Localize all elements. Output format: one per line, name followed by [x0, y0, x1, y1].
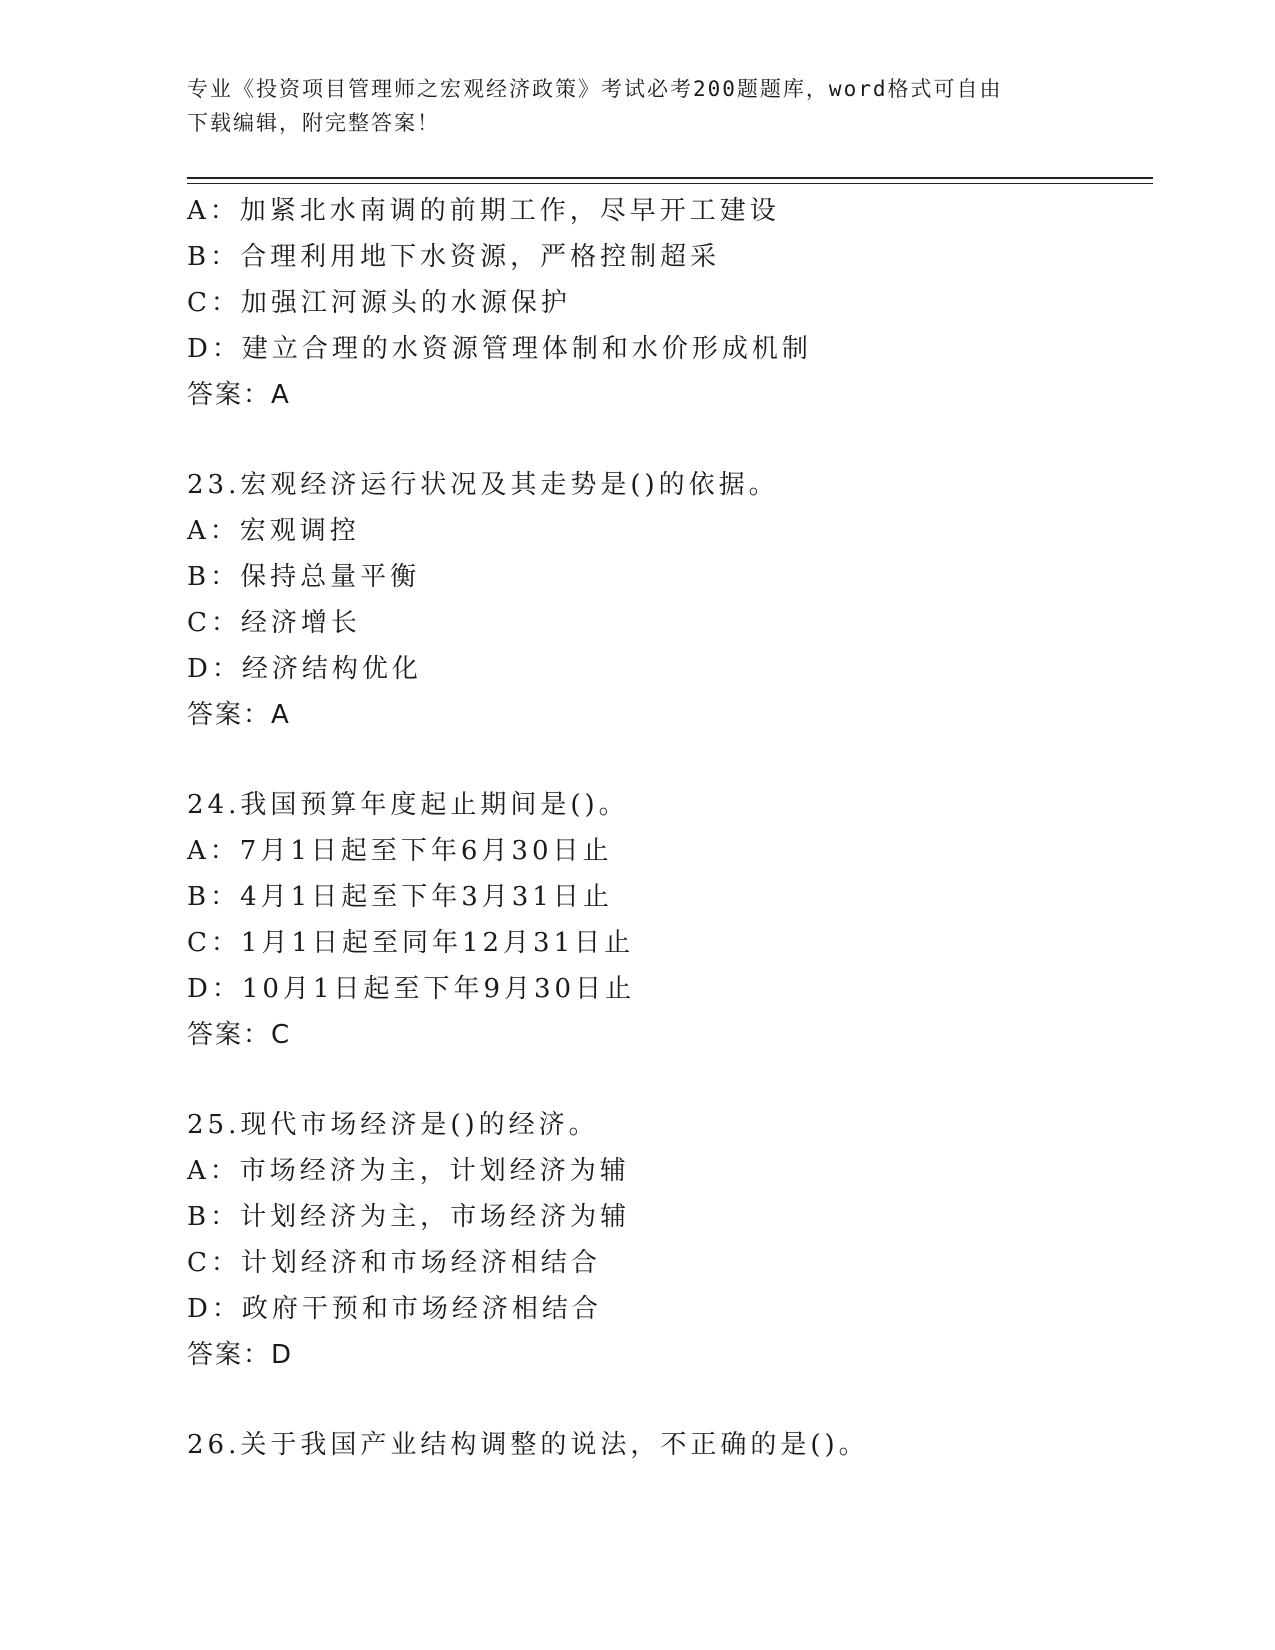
spacer	[187, 1378, 1147, 1422]
option-d: D：建立合理的水资源管理体制和水价形成机制	[187, 334, 812, 364]
document-header	[187, 72, 1067, 140]
answer-line: 答案：C	[187, 1020, 292, 1050]
question-block-24	[187, 782, 1147, 1058]
header-line-2: 下载编辑，附完整答案！	[187, 111, 440, 135]
question-text: 25.现代市场经济是()的经济。	[187, 1110, 599, 1140]
header-line-1: 专业《投资项目管理师之宏观经济政策》考试必考200题题库，word格式可自由	[187, 77, 1003, 101]
option-d: D：10月1日起至下年9月30日止	[187, 974, 636, 1004]
option-b: B：保持总量平衡	[187, 562, 421, 592]
option-a: A：7月1日起至下年6月30日止	[187, 836, 613, 866]
question-block-22	[187, 188, 1147, 418]
option-a: A：加紧北水南调的前期工作，尽早开工建设	[187, 196, 780, 226]
option-c: C：经济增长	[187, 608, 361, 638]
question-block-25	[187, 1102, 1147, 1378]
question-text: 26.关于我国产业结构调整的说法，不正确的是()。	[187, 1430, 869, 1460]
question-block-23	[187, 462, 1147, 738]
spacer	[187, 418, 1147, 462]
option-c: C：1月1日起至同年12月31日止	[187, 928, 635, 958]
answer-line: 答案：D	[187, 1340, 294, 1370]
option-c: C：计划经济和市场经济相结合	[187, 1248, 601, 1278]
question-text: 24.我国预算年度起止期间是()。	[187, 790, 629, 820]
option-c: C：加强江河源头的水源保护	[187, 288, 571, 318]
header-divider-thin	[187, 183, 1153, 184]
option-b: B：合理利用地下水资源，严格控制超采	[187, 242, 721, 272]
spacer	[187, 1058, 1147, 1102]
option-d: D：经济结构优化	[187, 654, 422, 684]
option-a: A：宏观调控	[187, 516, 360, 546]
option-b: B：计划经济为主，市场经济为辅	[187, 1202, 631, 1232]
option-b: B：4月1日起至下年3月31日止	[187, 882, 613, 912]
question-list	[187, 188, 1147, 1468]
answer-line: 答案：A	[187, 380, 291, 410]
question-text: 23.宏观经济运行状况及其走势是()的依据。	[187, 470, 779, 500]
header-divider-thick	[187, 177, 1153, 179]
question-block-26	[187, 1422, 1147, 1468]
option-a: A：市场经济为主，计划经济为辅	[187, 1156, 630, 1186]
option-d: D：政府干预和市场经济相结合	[187, 1294, 602, 1324]
answer-line: 答案：A	[187, 700, 291, 730]
spacer	[187, 738, 1147, 782]
